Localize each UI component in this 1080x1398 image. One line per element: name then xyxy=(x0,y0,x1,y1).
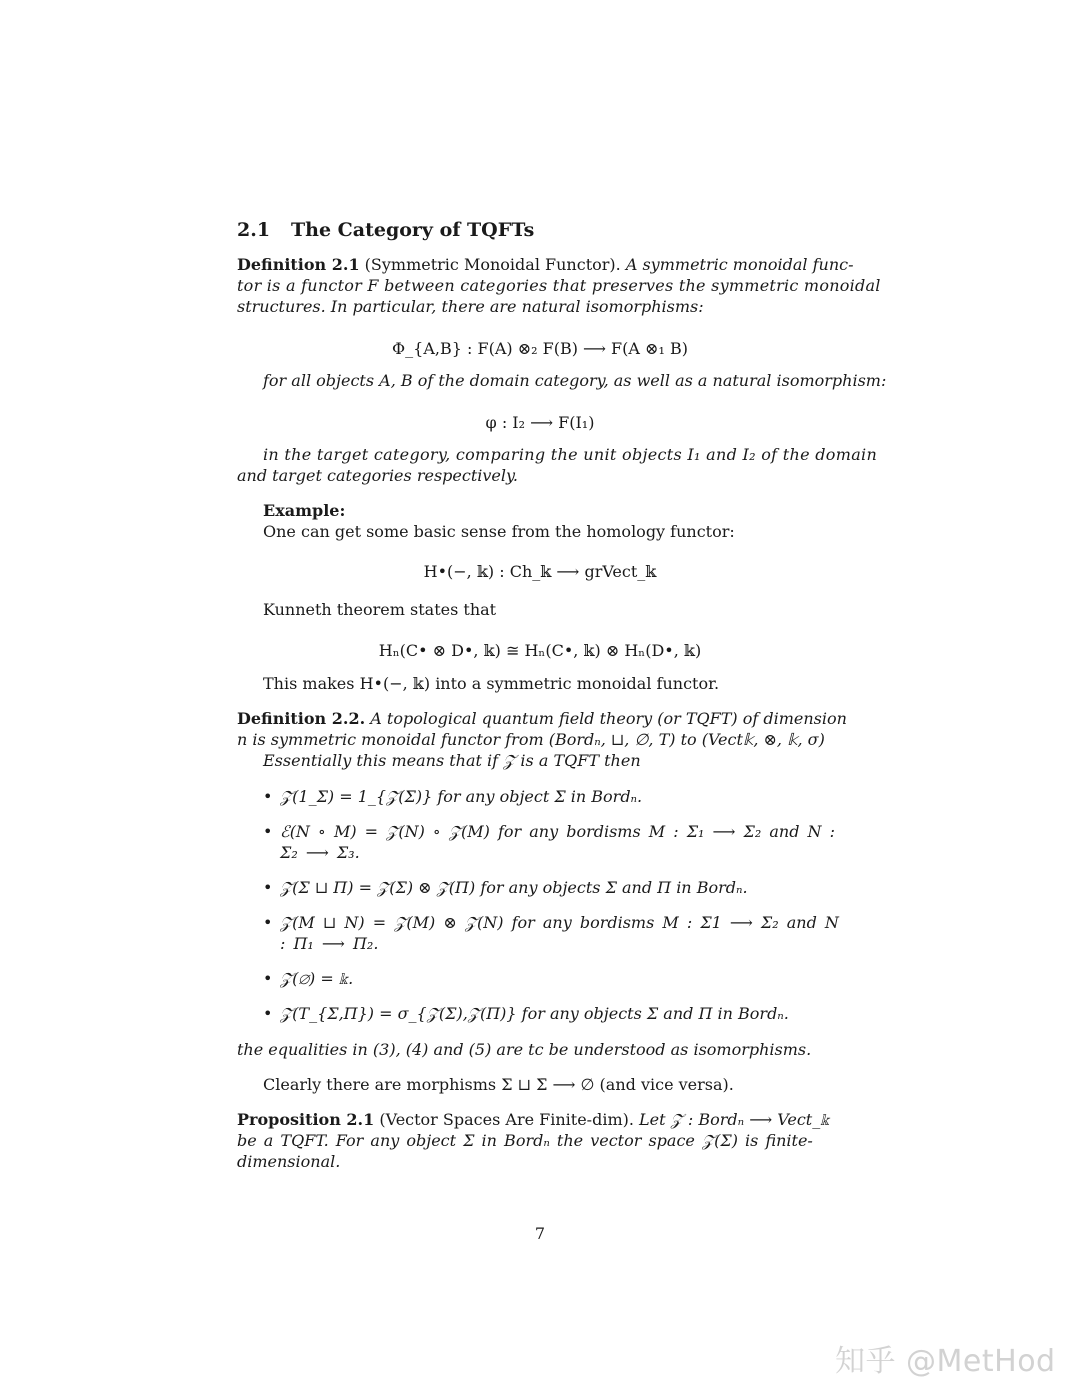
definition-2-2-line-2: n is symmetric monoidal functor from (Bordₙ, ⊔, ∅, T) to (Vect𝕜, ⊗, 𝕜, σ) xyxy=(237,730,825,749)
equation-kunneth: Hₙ(C• ⊗ D•, 𝕜) ≅ Hₙ(C•, 𝕜) ⊗ Hₙ(D•, 𝕜) xyxy=(378,641,702,660)
definition-2-2-head: Definition 2.2. xyxy=(237,709,366,728)
example-line-2: Kunneth theorem states that xyxy=(263,600,497,619)
bullet-marker: • xyxy=(263,878,273,897)
proposition-2-1-name: (Vector Spaces Are Finite-dim). xyxy=(379,1110,634,1129)
page-number: 7 xyxy=(534,1224,546,1243)
definition-2-1-line-3: structures. In particular, there are natural isomorphisms: xyxy=(237,297,704,316)
list-item-text: 𝒵(Σ ⊔ Π) = 𝒵(Σ) ⊗ 𝒵(Π) for any objects Σ and Π in Bordₙ. xyxy=(280,878,748,897)
list-item-text: 𝒵(T_{Σ,Π}) = σ_{𝒵(Σ),𝒵(Π)} for any objects Σ and Π in Bordₙ. xyxy=(280,1004,789,1023)
list-item-text: ℰ(N ∘ M) = 𝒵(N) ∘ 𝒵(M) for any bordisms M : Σ₁ ⟶ Σ₂ and N : Σ₂ ⟶ Σ₃. xyxy=(280,822,836,862)
example-line-3: This makes H•(−, 𝕜) into a symmetric monoidal functor. xyxy=(263,674,720,693)
equalities-note: the equalities in (3), (4) and (5) are tc be understood as isomorphisms. xyxy=(237,1040,812,1059)
equation-phi-isomorphism: Φ_{A,B} : F(A) ⊗₂ F(B) ⟶ F(A ⊗₁ B) xyxy=(392,339,688,358)
definition-2-1-head: Definition 2.1 xyxy=(237,255,360,274)
section-heading xyxy=(237,219,534,241)
example-line-1: One can get some basic sense from the homology functor: xyxy=(263,522,735,541)
section-number: 2.1 xyxy=(237,219,271,241)
proposition-2-1-head: Proposition 2.1 xyxy=(237,1110,375,1129)
equation-homology-functor: H•(−, 𝕜) : Ch_𝕜 ⟶ grVect_𝕜 xyxy=(423,562,657,581)
definition-2-1-text-1: A symmetric monoidal func- xyxy=(625,255,854,274)
proposition-2-1-line-2: be a TQFT. For any object Σ in Bordₙ the vector space 𝒵(Σ) is finite- xyxy=(237,1131,813,1150)
list-item-text: 𝒵(∅) = 𝕜. xyxy=(280,969,354,988)
bullet-marker: • xyxy=(263,822,273,841)
definition-2-1-line-4: for all objects A, B of the domain category, as well as a natural isomorphism: xyxy=(263,371,887,390)
list-item-text: 𝒵(1_Σ) = 1_{𝒵(Σ)} for any object Σ in Bordₙ. xyxy=(280,787,643,806)
definition-2-1-line-2: tor is a functor F between categories that preserves the symmetric monoidal xyxy=(237,276,881,295)
bullet-marker: • xyxy=(263,787,273,806)
section-title: The Category of TQFTs xyxy=(291,219,535,241)
definition-2-1-line-5: in the target category, comparing the unit objects I₁ and I₂ of the domain xyxy=(263,445,878,464)
definition-2-1-name: (Symmetric Monoidal Functor). xyxy=(364,255,621,274)
equation-unit-isomorphism: φ : I₂ ⟶ F(I₁) xyxy=(485,413,595,432)
morphisms-remark: Clearly there are morphisms Σ ⊔ Σ̄ ⟶ ∅ (and vice versa). xyxy=(263,1075,734,1094)
proposition-2-1-text-1: Let 𝒵 : Bordₙ ⟶ Vect_𝕜 xyxy=(639,1110,830,1129)
definition-2-2-line-3: Essentially this means that if 𝒵 is a TQFT then xyxy=(263,751,641,770)
example-heading: Example: xyxy=(263,501,346,520)
definition-2-2-line-1 xyxy=(237,708,847,729)
bullet-marker: • xyxy=(263,969,273,988)
definition-2-1-line-6: and target categories respectively. xyxy=(237,466,518,485)
definition-2-1-line-1 xyxy=(237,254,854,275)
bullet-marker: • xyxy=(263,1004,273,1023)
definition-2-2-text-1: A topological quantum field theory (or TQFT) of dimension xyxy=(370,709,847,728)
zhihu-watermark: 知乎 @MetHod xyxy=(835,1344,1056,1379)
list-item-text: 𝒵(M ⊔ N) = 𝒵(M) ⊗ 𝒵(N) for any bordisms M : Σ1 ⟶ Σ₂ and N : Π₁ ⟶ Π₂. xyxy=(280,913,839,953)
bullet-marker: • xyxy=(263,913,273,932)
proposition-2-1-line-3: dimensional. xyxy=(237,1152,341,1171)
proposition-2-1-line-1 xyxy=(237,1109,843,1130)
